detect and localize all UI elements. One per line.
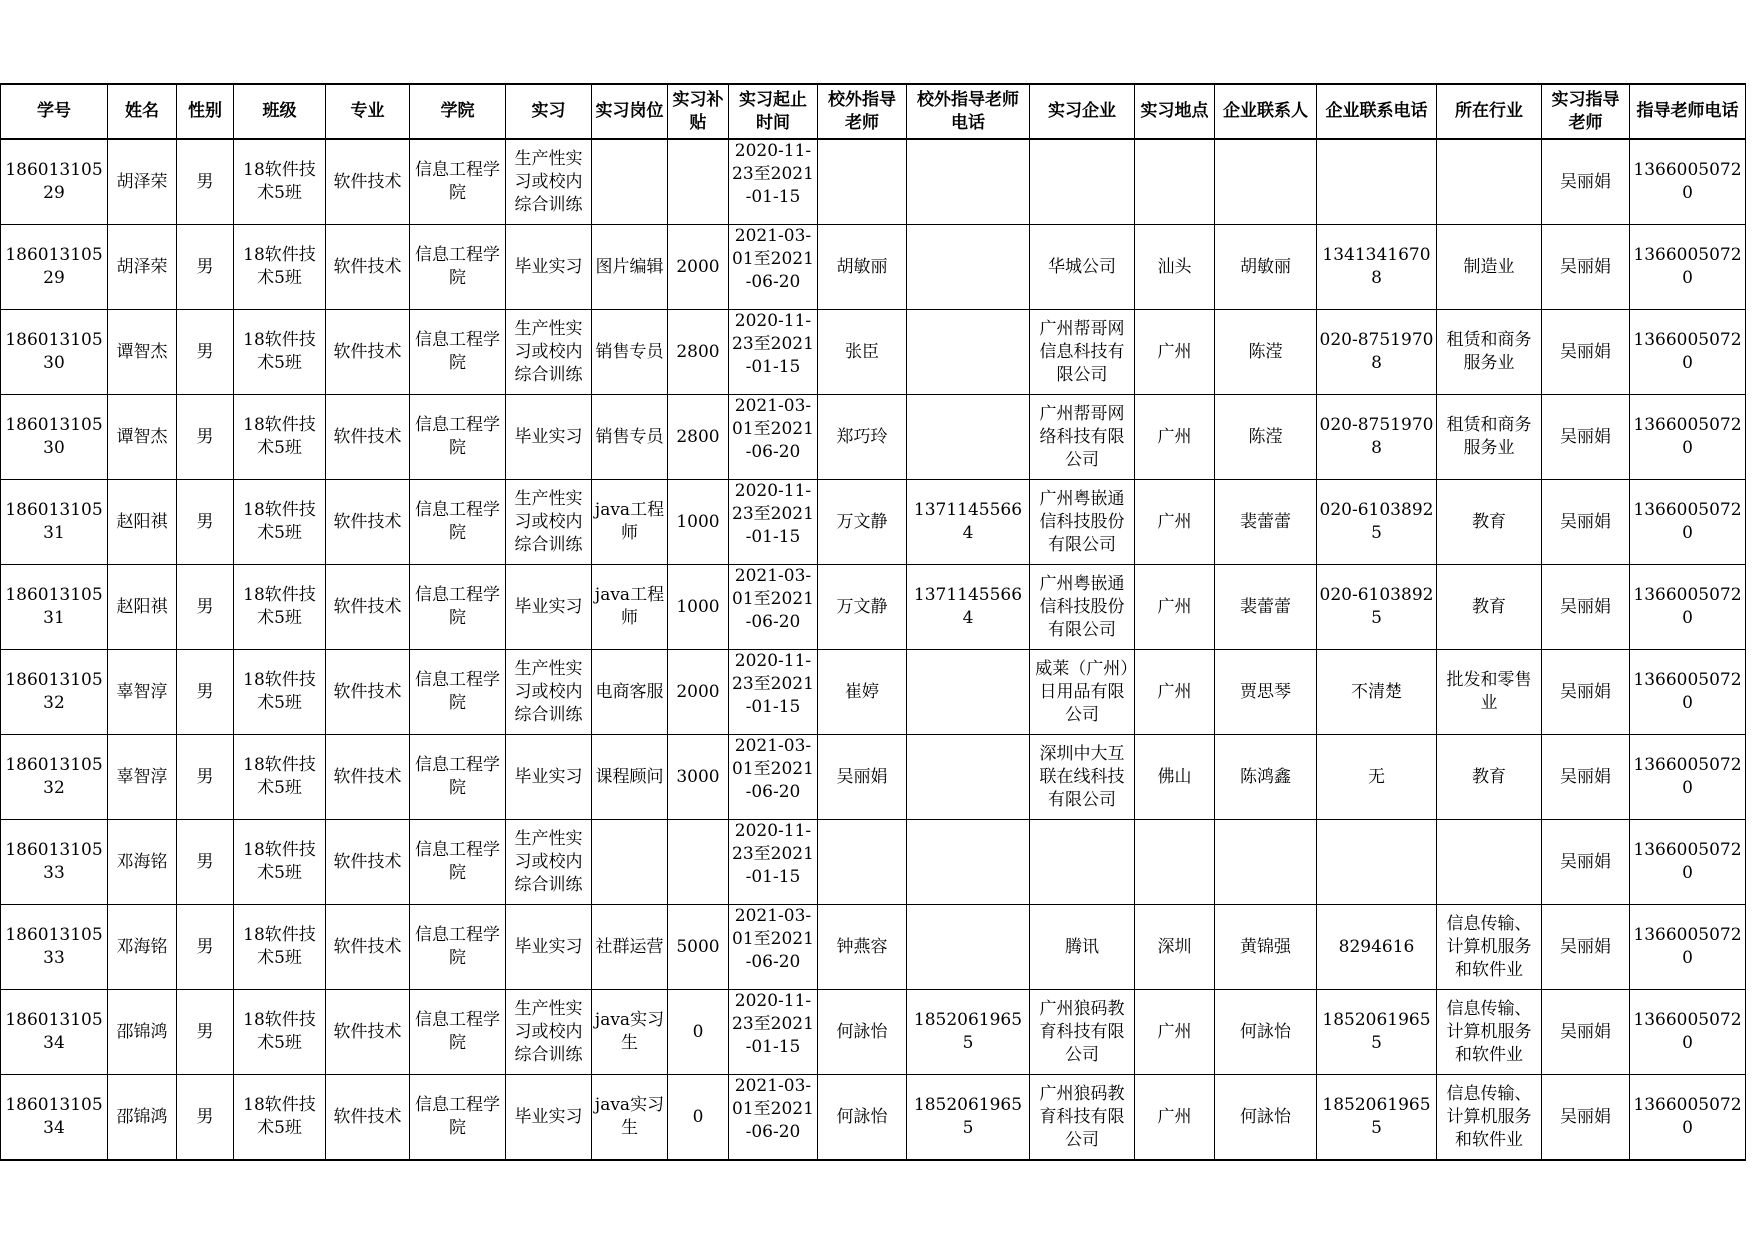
table-row — [1, 139, 1746, 225]
header-major: 专业 — [326, 84, 410, 139]
cell-industry: 租赁和商务服务业 — [1437, 310, 1542, 395]
cell-class: 18软件技术5班 — [234, 905, 326, 990]
cell-subsidy: 2000 — [668, 225, 729, 310]
cell-subsidy: 3000 — [668, 735, 729, 820]
table-body — [1, 139, 1746, 1160]
cell-major: 软件技术 — [326, 820, 410, 905]
cell-college: 信息工程学院 — [410, 1075, 506, 1161]
cell-college: 信息工程学院 — [410, 225, 506, 310]
cell-period — [729, 905, 818, 990]
cell-external-advisor: 吴丽娟 — [818, 735, 907, 820]
cell-external-advisor-phone — [907, 735, 1030, 820]
cell-class: 18软件技术5班 — [234, 820, 326, 905]
cell-company-contact — [1215, 820, 1317, 905]
cell-internship-type: 生产性实习或校内综合训练 — [506, 480, 592, 565]
cell-company-phone: 18520619655 — [1317, 990, 1437, 1075]
cell-external-advisor: 万文静 — [818, 565, 907, 650]
table-row — [1, 565, 1746, 650]
period-text: 2020-11-23至2021-01-15 — [732, 141, 814, 207]
table-row — [1, 735, 1746, 820]
cell-period — [729, 395, 818, 480]
cell-company-phone: 18520619655 — [1317, 1075, 1437, 1161]
header-subsidy: 实习补贴 — [668, 84, 729, 139]
cell-gender: 男 — [177, 990, 234, 1075]
cell-company-phone: 020-61038925 — [1317, 480, 1437, 565]
cell-class: 18软件技术5班 — [234, 650, 326, 735]
cell-external-advisor-phone: 13711455664 — [907, 480, 1030, 565]
cell-major: 软件技术 — [326, 650, 410, 735]
cell-name: 赵阳祺 — [108, 480, 177, 565]
header-advisor-phone: 指导老师电话 — [1630, 84, 1746, 139]
cell-location: 广州 — [1135, 395, 1215, 480]
cell-college: 信息工程学院 — [410, 480, 506, 565]
cell-class: 18软件技术5班 — [234, 565, 326, 650]
period-text: 2020-11-23至2021-01-15 — [732, 821, 814, 887]
cell-name: 谭智杰 — [108, 310, 177, 395]
cell-location: 广州 — [1135, 480, 1215, 565]
cell-advisor-phone: 13660050720 — [1630, 990, 1746, 1075]
cell-college: 信息工程学院 — [410, 139, 506, 225]
cell-class: 18软件技术5班 — [234, 310, 326, 395]
cell-advisor-phone: 13660050720 — [1630, 139, 1746, 225]
cell-name: 赵阳祺 — [108, 565, 177, 650]
cell-student-id: 18601310529 — [1, 139, 108, 225]
cell-advisor-phone: 13660050720 — [1630, 565, 1746, 650]
cell-company-contact: 贾思琴 — [1215, 650, 1317, 735]
cell-name: 辜智淳 — [108, 650, 177, 735]
header-company: 实习企业 — [1030, 84, 1135, 139]
cell-company — [1030, 820, 1135, 905]
header-student-id: 学号 — [1, 84, 108, 139]
cell-student-id: 18601310532 — [1, 650, 108, 735]
cell-external-advisor-phone — [907, 905, 1030, 990]
header-external-advisor-phone: 校外指导老师电话 — [907, 84, 1030, 139]
cell-company: 华城公司 — [1030, 225, 1135, 310]
cell-subsidy: 0 — [668, 990, 729, 1075]
cell-location — [1135, 820, 1215, 905]
cell-external-advisor-phone — [907, 225, 1030, 310]
table-row — [1, 225, 1746, 310]
cell-external-advisor: 何詠怡 — [818, 1075, 907, 1161]
cell-gender: 男 — [177, 820, 234, 905]
cell-internship-type: 生产性实习或校内综合训练 — [506, 650, 592, 735]
cell-class: 18软件技术5班 — [234, 395, 326, 480]
cell-advisor-phone: 13660050720 — [1630, 735, 1746, 820]
cell-internship-type: 毕业实习 — [506, 1075, 592, 1161]
cell-company-phone: 020-87519708 — [1317, 395, 1437, 480]
cell-period — [729, 225, 818, 310]
cell-subsidy: 2000 — [668, 650, 729, 735]
cell-internship-type: 毕业实习 — [506, 905, 592, 990]
cell-company: 广州帮哥网络科技有限公司 — [1030, 395, 1135, 480]
cell-advisor-phone: 13660050720 — [1630, 820, 1746, 905]
cell-external-advisor: 胡敏丽 — [818, 225, 907, 310]
cell-company: 深圳中大互联在线科技有限公司 — [1030, 735, 1135, 820]
cell-external-advisor: 何詠怡 — [818, 990, 907, 1075]
table-row — [1, 395, 1746, 480]
header-name: 姓名 — [108, 84, 177, 139]
table-row — [1, 1075, 1746, 1161]
cell-location: 广州 — [1135, 565, 1215, 650]
cell-position — [592, 139, 668, 225]
cell-company-contact: 胡敏丽 — [1215, 225, 1317, 310]
table-row — [1, 990, 1746, 1075]
cell-major: 软件技术 — [326, 1075, 410, 1161]
cell-major: 软件技术 — [326, 905, 410, 990]
header-internship-type: 实习 — [506, 84, 592, 139]
cell-student-id: 18601310533 — [1, 820, 108, 905]
cell-location: 广州 — [1135, 990, 1215, 1075]
cell-gender: 男 — [177, 565, 234, 650]
cell-period — [729, 480, 818, 565]
cell-location: 佛山 — [1135, 735, 1215, 820]
cell-company — [1030, 139, 1135, 225]
cell-period — [729, 820, 818, 905]
cell-gender: 男 — [177, 139, 234, 225]
header-gender: 性别 — [177, 84, 234, 139]
cell-company: 广州粤嵌通信科技股份有限公司 — [1030, 565, 1135, 650]
cell-advisor-phone: 13660050720 — [1630, 1075, 1746, 1161]
cell-gender: 男 — [177, 1075, 234, 1161]
cell-period — [729, 565, 818, 650]
header-college: 学院 — [410, 84, 506, 139]
period-text: 2021-03-01至2021-06-20 — [732, 226, 814, 292]
cell-name: 邓海铭 — [108, 820, 177, 905]
cell-student-id: 18601310534 — [1, 990, 108, 1075]
cell-subsidy — [668, 139, 729, 225]
cell-external-advisor: 万文静 — [818, 480, 907, 565]
cell-position: java实习生 — [592, 990, 668, 1075]
cell-advisor: 吴丽娟 — [1542, 565, 1630, 650]
cell-period — [729, 310, 818, 395]
cell-position: 图片编辑 — [592, 225, 668, 310]
cell-student-id: 18601310533 — [1, 905, 108, 990]
cell-external-advisor-phone — [907, 820, 1030, 905]
period-text: 2021-03-01至2021-06-20 — [732, 566, 814, 632]
cell-student-id: 18601310530 — [1, 395, 108, 480]
cell-company-contact: 何詠怡 — [1215, 1075, 1317, 1161]
cell-college: 信息工程学院 — [410, 565, 506, 650]
cell-internship-type: 生产性实习或校内综合训练 — [506, 139, 592, 225]
cell-advisor-phone: 13660050720 — [1630, 480, 1746, 565]
cell-advisor: 吴丽娟 — [1542, 990, 1630, 1075]
cell-company: 威莱（广州）日用品有限公司 — [1030, 650, 1135, 735]
cell-gender: 男 — [177, 225, 234, 310]
cell-industry: 批发和零售业 — [1437, 650, 1542, 735]
cell-company-phone: 无 — [1317, 735, 1437, 820]
cell-internship-type: 毕业实习 — [506, 225, 592, 310]
cell-industry: 教育 — [1437, 565, 1542, 650]
cell-company-contact: 裴蕾蕾 — [1215, 480, 1317, 565]
cell-gender: 男 — [177, 735, 234, 820]
cell-name: 邵锦鸿 — [108, 990, 177, 1075]
cell-company-phone — [1317, 139, 1437, 225]
cell-college: 信息工程学院 — [410, 820, 506, 905]
cell-gender: 男 — [177, 310, 234, 395]
cell-company-phone: 13413416708 — [1317, 225, 1437, 310]
cell-gender: 男 — [177, 650, 234, 735]
cell-internship-type: 毕业实习 — [506, 565, 592, 650]
cell-location: 广州 — [1135, 1075, 1215, 1161]
cell-company-phone: 不清楚 — [1317, 650, 1437, 735]
cell-industry: 教育 — [1437, 480, 1542, 565]
cell-advisor: 吴丽娟 — [1542, 395, 1630, 480]
cell-major: 软件技术 — [326, 565, 410, 650]
header-company-phone: 企业联系电话 — [1317, 84, 1437, 139]
cell-company-contact: 裴蕾蕾 — [1215, 565, 1317, 650]
cell-college: 信息工程学院 — [410, 310, 506, 395]
period-text: 2020-11-23至2021-01-15 — [732, 991, 814, 1057]
cell-company-contact — [1215, 139, 1317, 225]
cell-class: 18软件技术5班 — [234, 1075, 326, 1161]
cell-internship-type: 生产性实习或校内综合训练 — [506, 820, 592, 905]
cell-external-advisor — [818, 139, 907, 225]
cell-external-advisor: 崔婷 — [818, 650, 907, 735]
cell-advisor: 吴丽娟 — [1542, 480, 1630, 565]
cell-major: 软件技术 — [326, 225, 410, 310]
cell-period — [729, 139, 818, 225]
cell-major: 软件技术 — [326, 735, 410, 820]
cell-external-advisor: 张臣 — [818, 310, 907, 395]
cell-external-advisor-phone: 18520619655 — [907, 1075, 1030, 1161]
header-advisor: 实习指导老师 — [1542, 84, 1630, 139]
cell-industry: 信息传输、计算机服务和软件业 — [1437, 990, 1542, 1075]
header-external-advisor: 校外指导老师 — [818, 84, 907, 139]
cell-college: 信息工程学院 — [410, 650, 506, 735]
cell-company-phone — [1317, 820, 1437, 905]
cell-company-contact: 陈鸿鑫 — [1215, 735, 1317, 820]
cell-advisor-phone: 13660050720 — [1630, 395, 1746, 480]
cell-subsidy: 1000 — [668, 480, 729, 565]
cell-college: 信息工程学院 — [410, 990, 506, 1075]
cell-external-advisor-phone: 13711455664 — [907, 565, 1030, 650]
cell-class: 18软件技术5班 — [234, 735, 326, 820]
cell-period — [729, 735, 818, 820]
internship-table — [0, 83, 1746, 1161]
cell-major: 软件技术 — [326, 139, 410, 225]
cell-external-advisor — [818, 820, 907, 905]
cell-external-advisor-phone — [907, 650, 1030, 735]
cell-advisor-phone: 13660050720 — [1630, 650, 1746, 735]
header-company-contact: 企业联系人 — [1215, 84, 1317, 139]
cell-period — [729, 1075, 818, 1161]
cell-student-id: 18601310529 — [1, 225, 108, 310]
period-text: 2021-03-01至2021-06-20 — [732, 736, 814, 802]
cell-industry: 制造业 — [1437, 225, 1542, 310]
table-row — [1, 820, 1746, 905]
period-text: 2020-11-23至2021-01-15 — [732, 481, 814, 547]
cell-position: 电商客服 — [592, 650, 668, 735]
cell-location: 广州 — [1135, 650, 1215, 735]
cell-major: 软件技术 — [326, 395, 410, 480]
cell-position: java实习生 — [592, 1075, 668, 1161]
period-text: 2020-11-23至2021-01-15 — [732, 311, 814, 377]
cell-industry: 信息传输、计算机服务和软件业 — [1437, 905, 1542, 990]
period-text: 2020-11-23至2021-01-15 — [732, 651, 814, 717]
cell-position: 销售专员 — [592, 395, 668, 480]
cell-advisor-phone: 13660050720 — [1630, 225, 1746, 310]
table-row — [1, 905, 1746, 990]
cell-external-advisor-phone — [907, 139, 1030, 225]
cell-name: 邓海铭 — [108, 905, 177, 990]
cell-period — [729, 650, 818, 735]
cell-internship-type: 毕业实习 — [506, 395, 592, 480]
cell-location: 深圳 — [1135, 905, 1215, 990]
cell-student-id: 18601310532 — [1, 735, 108, 820]
table-row — [1, 310, 1746, 395]
cell-industry: 教育 — [1437, 735, 1542, 820]
cell-company-phone: 020-87519708 — [1317, 310, 1437, 395]
cell-industry: 信息传输、计算机服务和软件业 — [1437, 1075, 1542, 1161]
cell-internship-type: 生产性实习或校内综合训练 — [506, 990, 592, 1075]
cell-college: 信息工程学院 — [410, 905, 506, 990]
cell-major: 软件技术 — [326, 310, 410, 395]
cell-subsidy: 0 — [668, 1075, 729, 1161]
table-row — [1, 650, 1746, 735]
cell-gender: 男 — [177, 905, 234, 990]
cell-position: java工程师 — [592, 565, 668, 650]
cell-company: 广州粤嵌通信科技股份有限公司 — [1030, 480, 1135, 565]
cell-student-id: 18601310530 — [1, 310, 108, 395]
cell-student-id: 18601310534 — [1, 1075, 108, 1161]
period-text: 2021-03-01至2021-06-20 — [732, 1076, 814, 1142]
header-period: 实习起止时间 — [729, 84, 818, 139]
cell-major: 软件技术 — [326, 480, 410, 565]
cell-gender: 男 — [177, 395, 234, 480]
cell-position: 销售专员 — [592, 310, 668, 395]
cell-internship-type: 生产性实习或校内综合训练 — [506, 310, 592, 395]
cell-industry — [1437, 139, 1542, 225]
cell-college: 信息工程学院 — [410, 395, 506, 480]
header-position: 实习岗位 — [592, 84, 668, 139]
cell-advisor: 吴丽娟 — [1542, 820, 1630, 905]
cell-class: 18软件技术5班 — [234, 139, 326, 225]
cell-company: 广州狼码教育科技有限公司 — [1030, 990, 1135, 1075]
cell-gender: 男 — [177, 480, 234, 565]
header-class: 班级 — [234, 84, 326, 139]
cell-name: 胡泽荣 — [108, 225, 177, 310]
table-row — [1, 480, 1746, 565]
cell-position: 课程顾问 — [592, 735, 668, 820]
header-row — [1, 84, 1746, 139]
cell-location: 汕头 — [1135, 225, 1215, 310]
header-location: 实习地点 — [1135, 84, 1215, 139]
cell-subsidy: 2800 — [668, 310, 729, 395]
cell-company-contact: 陈滢 — [1215, 395, 1317, 480]
cell-major: 软件技术 — [326, 990, 410, 1075]
cell-company: 广州帮哥网信息科技有限公司 — [1030, 310, 1135, 395]
cell-position: java工程师 — [592, 480, 668, 565]
cell-student-id: 18601310531 — [1, 480, 108, 565]
cell-position — [592, 820, 668, 905]
cell-subsidy: 5000 — [668, 905, 729, 990]
cell-subsidy — [668, 820, 729, 905]
cell-external-advisor-phone — [907, 310, 1030, 395]
period-text: 2021-03-01至2021-06-20 — [732, 396, 814, 462]
period-text: 2021-03-01至2021-06-20 — [732, 906, 814, 972]
cell-name: 邵锦鸿 — [108, 1075, 177, 1161]
cell-company-phone: 8294616 — [1317, 905, 1437, 990]
cell-advisor: 吴丽娟 — [1542, 139, 1630, 225]
cell-student-id: 18601310531 — [1, 565, 108, 650]
cell-advisor: 吴丽娟 — [1542, 310, 1630, 395]
cell-period — [729, 990, 818, 1075]
cell-class: 18软件技术5班 — [234, 990, 326, 1075]
cell-name: 谭智杰 — [108, 395, 177, 480]
cell-location: 广州 — [1135, 310, 1215, 395]
cell-advisor-phone: 13660050720 — [1630, 905, 1746, 990]
cell-company: 腾讯 — [1030, 905, 1135, 990]
cell-class: 18软件技术5班 — [234, 480, 326, 565]
cell-name: 胡泽荣 — [108, 139, 177, 225]
cell-advisor: 吴丽娟 — [1542, 735, 1630, 820]
cell-company-contact: 陈滢 — [1215, 310, 1317, 395]
cell-location — [1135, 139, 1215, 225]
cell-advisor-phone: 13660050720 — [1630, 310, 1746, 395]
cell-external-advisor: 郑巧玲 — [818, 395, 907, 480]
cell-company-contact: 何詠怡 — [1215, 990, 1317, 1075]
cell-advisor: 吴丽娟 — [1542, 1075, 1630, 1161]
cell-company-phone: 020-61038925 — [1317, 565, 1437, 650]
cell-external-advisor-phone — [907, 395, 1030, 480]
cell-name: 辜智淳 — [108, 735, 177, 820]
cell-advisor: 吴丽娟 — [1542, 225, 1630, 310]
cell-subsidy: 1000 — [668, 565, 729, 650]
cell-advisor: 吴丽娟 — [1542, 650, 1630, 735]
cell-external-advisor: 钟燕容 — [818, 905, 907, 990]
cell-subsidy: 2800 — [668, 395, 729, 480]
table-header — [1, 84, 1746, 139]
cell-position: 社群运营 — [592, 905, 668, 990]
cell-industry: 租赁和商务服务业 — [1437, 395, 1542, 480]
cell-class: 18软件技术5班 — [234, 225, 326, 310]
cell-company-contact: 黄锦强 — [1215, 905, 1317, 990]
cell-external-advisor-phone: 18520619655 — [907, 990, 1030, 1075]
cell-company: 广州狼码教育科技有限公司 — [1030, 1075, 1135, 1161]
cell-internship-type: 毕业实习 — [506, 735, 592, 820]
cell-college: 信息工程学院 — [410, 735, 506, 820]
cell-advisor: 吴丽娟 — [1542, 905, 1630, 990]
header-industry: 所在行业 — [1437, 84, 1542, 139]
cell-industry — [1437, 820, 1542, 905]
